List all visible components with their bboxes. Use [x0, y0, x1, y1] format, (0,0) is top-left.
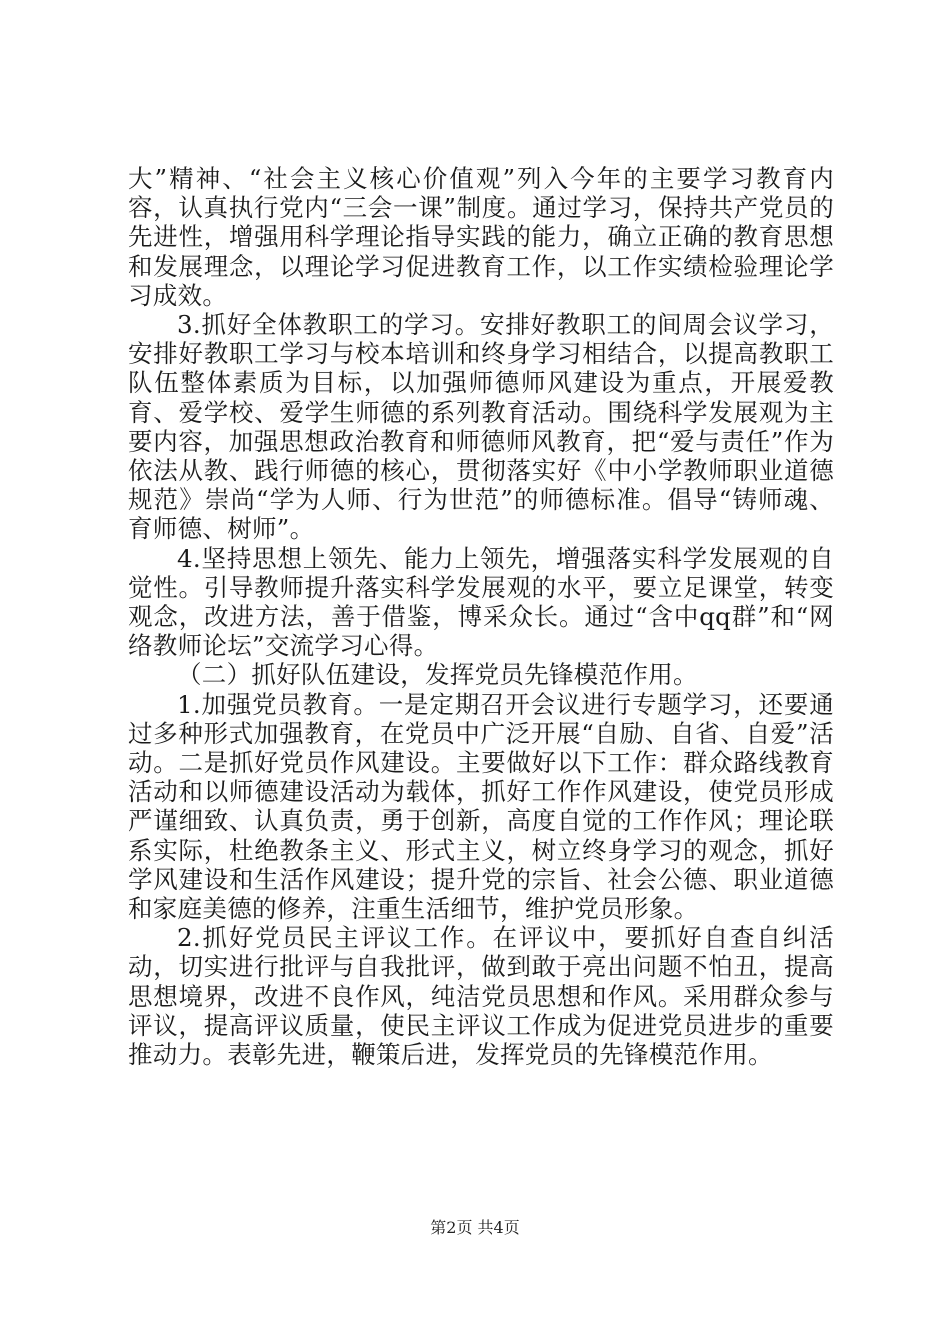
- document-body: [128, 164, 834, 1069]
- section-heading-2: （二）抓好队伍建设，发挥党员先锋模范作用。: [177, 660, 698, 690]
- paragraph-item-1: 1.加强党员教育。一是定期召开会议进行专题学习，还要通过多种形式加强教育，在党员中广泛开展“自励、自省、自爱”活动。二是抓好党员作风建设。主要做好以下工作：群众路线教育活动和以师德建设活动为载体，抓好工作作风建设，使党员形成严谨细致、认真负责，勇于创新，高度自觉的工作作风；理论联系实际，杜绝教条主义、形式主义，树立终身学习的观念，抓好学风建设和生活作风建设；提升党的宗旨、社会公德、职业道德和家庭美德的修养，注重生活细节，维护党员形象。: [128, 689, 834, 924]
- paragraph-item-3: 3.抓好全体教职工的学习。安排好教职工的间周会议学习，安排好教职工学习与校本培训和终身学习相结合，以提高教职工队伍整体素质为目标，以加强师德师风建设为重点，开展爱教育、爱学校、爱学生师德的系列教育活动。围绕科学发展观为主要内容，加强思想政治教育和师德师风教育，把“爱与责任”作为依法从教、践行师德的核心，贯彻落实好《中小学教师职业道德规范》崇尚“学为人师、行为世范”的师德标准。倡导“铸师魂、育师德、树师”。: [128, 310, 834, 544]
- paragraph-item-2: 2.抓好党员民主评议工作。在评议中，要抓好自查自纠活动，切实进行批评与自我批评，做到敢于亮出问题不怕丑，提高思想境界，改进不良作风，纯洁党员思想和作风。采用群众参与评议，提高评议质量，使民主评议工作成为促进党员进步的重要推动力。表彰先进，鞭策后进，发挥党员的先锋模范作用。: [128, 923, 834, 1070]
- paragraph-item-4: 4.坚持思想上领先、能力上领先，增强落实科学发展观的自觉性。引导教师提升落实科学发展观的水平，要立足课堂，转变观念，改进方法，善于借鉴，博采众长。通过“含中qq群”和“网络教师论坛”交流学习心得。: [128, 543, 834, 661]
- paragraph-continued: 大”精神、“社会主义核心价值观”列入今年的主要学习教育内容，认真执行党内“三会一课”制度。通过学习，保持共产党员的先进性，增强用科学理论指导实践的能力，确立正确的教育思想和发展理念，以理论学习促进教育工作，以工作实绩检验理论学习成效。: [128, 164, 834, 310]
- page-number-footer: 第2页 共4页: [430, 1218, 520, 1237]
